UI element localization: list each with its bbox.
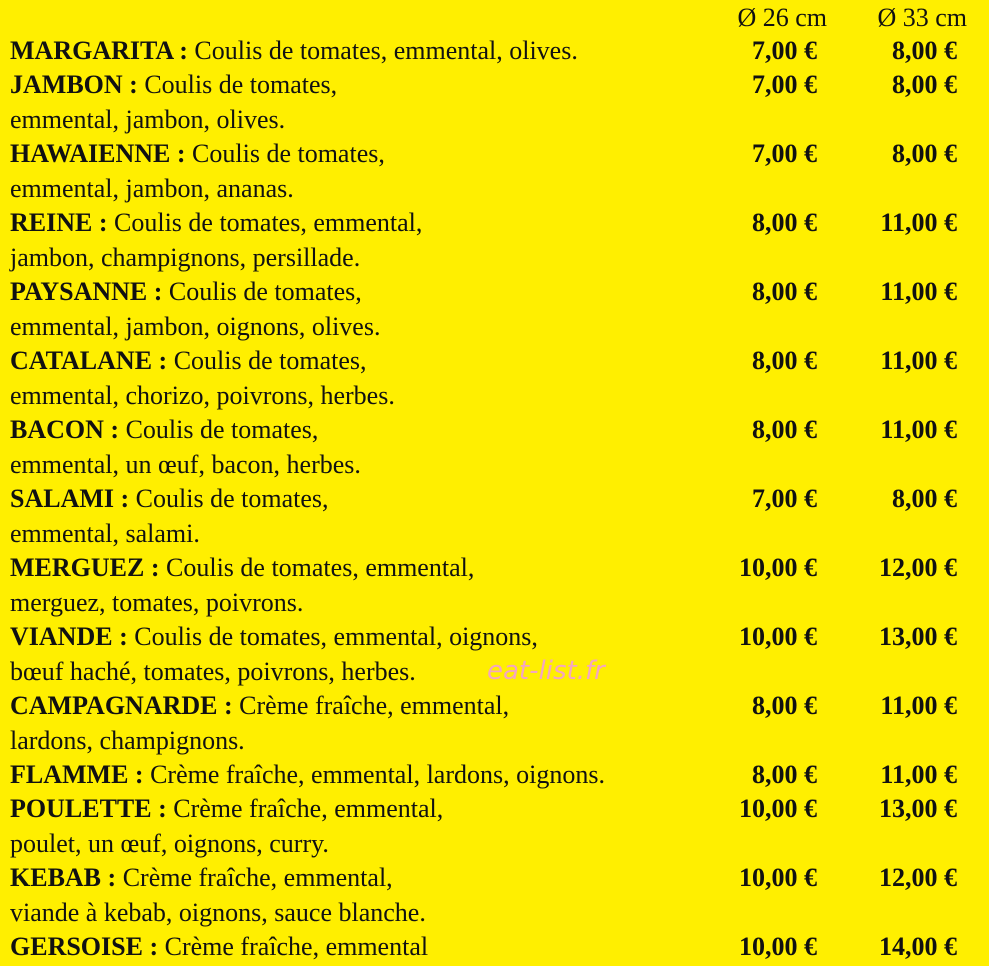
price-33cm: 11,00 €: [880, 415, 957, 444]
item-ingredients-line2: emmental, salami.: [10, 518, 200, 548]
item-ingredients-line2: jambon, champignons, persillade.: [10, 242, 361, 272]
item-ingredients-line2: emmental, un œuf, bacon, herbes.: [10, 449, 361, 479]
price-33cm: 12,00 €: [879, 553, 957, 582]
item-description: [10, 792, 710, 827]
price-26cm: 8,00 €: [752, 346, 817, 375]
item-description: [10, 206, 710, 241]
item-ingredients-line2: merguez, tomates, poivrons.: [10, 587, 304, 617]
item-description: [10, 861, 710, 896]
item-name: PAYSANNE :: [10, 277, 163, 306]
price-26cm: 8,00 €: [752, 415, 817, 444]
item-ingredients: Coulis de tomates,: [119, 415, 319, 444]
item-ingredients-line2: emmental, jambon, oignons, olives.: [10, 311, 381, 341]
menu-item-catalane: [10, 344, 989, 413]
item-name: MERGUEZ :: [10, 553, 160, 582]
menu-item-kebab: [10, 861, 989, 930]
item-ingredients: Crème fraîche, emmental, lardons, oignons.: [143, 760, 605, 789]
item-description: [10, 68, 710, 103]
item-ingredients-line2: bœuf haché, tomates, poivrons, herbes.: [10, 656, 416, 686]
menu-item-flamme: [10, 758, 989, 793]
price-33cm: 11,00 €: [880, 346, 957, 375]
item-name: BACON :: [10, 415, 120, 444]
item-ingredients: Crème fraîche, emmental,: [232, 691, 510, 720]
item-description: [10, 413, 710, 448]
item-description: [10, 551, 710, 586]
item-name: POULETTE :: [10, 794, 167, 823]
item-description: [10, 482, 710, 517]
item-ingredients: Coulis de tomates,: [137, 70, 338, 99]
price-33cm: 8,00 €: [892, 36, 957, 65]
item-ingredients-line2: poulet, un œuf, oignons, curry.: [10, 828, 329, 858]
menu-item-margarita: [10, 34, 989, 69]
price-26cm: 10,00 €: [739, 794, 817, 823]
price-26cm: 10,00 €: [739, 622, 817, 651]
item-name: HAWAIENNE :: [10, 139, 186, 168]
item-ingredients-line2: viande à kebab, oignons, sauce blanche.: [10, 897, 426, 927]
size-header: [0, 2, 989, 34]
item-description: [10, 689, 710, 724]
item-description: [10, 758, 710, 793]
menu-item-salami: [10, 482, 989, 551]
item-ingredients: Crème fraîche, emmental: [158, 932, 429, 961]
price-33cm: 11,00 €: [880, 277, 957, 306]
item-description: [10, 34, 710, 69]
item-name: CATALANE :: [10, 346, 168, 375]
price-26cm: 7,00 €: [752, 484, 817, 513]
item-name: KEBAB :: [10, 863, 117, 892]
item-name: REINE :: [10, 208, 108, 237]
price-26cm: 8,00 €: [752, 208, 817, 237]
menu-item-bacon: [10, 413, 989, 482]
price-33cm: 11,00 €: [880, 760, 957, 789]
price-26cm: 7,00 €: [752, 36, 817, 65]
price-33cm: 8,00 €: [892, 484, 957, 513]
item-description: [10, 620, 710, 655]
menu-item-jambon: [10, 68, 989, 137]
item-name: GERSOISE :: [10, 932, 159, 961]
price-26cm: 8,00 €: [752, 277, 817, 306]
menu-item-paysanne: [10, 275, 989, 344]
menu-item-hawaienne: [10, 137, 989, 206]
price-33cm: 8,00 €: [892, 139, 957, 168]
price-26cm: 8,00 €: [752, 760, 817, 789]
item-ingredients: Crème fraîche, emmental,: [116, 863, 393, 892]
watermark: eat-list.fr: [487, 656, 605, 686]
menu-item-poulette: [10, 792, 989, 861]
item-name: MARGARITA :: [10, 36, 188, 65]
item-ingredients-line2: lardons, champignons.: [10, 725, 245, 755]
item-description: [10, 137, 710, 172]
price-26cm: 7,00 €: [752, 139, 817, 168]
size-large-label: Ø 33 cm: [877, 3, 967, 32]
item-ingredients: Coulis de tomates,: [167, 346, 367, 375]
price-33cm: 11,00 €: [880, 691, 957, 720]
price-33cm: 13,00 €: [879, 622, 957, 651]
item-name: SALAMI :: [10, 484, 130, 513]
price-26cm: 10,00 €: [739, 553, 817, 582]
item-ingredients-line2: emmental, jambon, ananas.: [10, 173, 294, 203]
item-name: JAMBON :: [10, 70, 138, 99]
item-name: VIANDE :: [10, 622, 128, 651]
size-small-label: Ø 26 cm: [737, 3, 827, 32]
menu-item-merguez: [10, 551, 989, 620]
price-26cm: 7,00 €: [752, 70, 817, 99]
item-ingredients: Coulis de tomates,: [162, 277, 362, 306]
price-26cm: 10,00 €: [739, 863, 817, 892]
item-description: [10, 344, 710, 379]
item-ingredients: Coulis de tomates, emmental, oignons,: [127, 622, 538, 651]
price-26cm: 10,00 €: [739, 932, 817, 961]
price-33cm: 12,00 €: [879, 863, 957, 892]
price-33cm: 14,00 €: [879, 932, 957, 961]
menu-item-campagnarde: [10, 689, 989, 758]
item-ingredients: Coulis de tomates, emmental, olives.: [187, 36, 578, 65]
price-33cm: 8,00 €: [892, 70, 957, 99]
price-26cm: 8,00 €: [752, 691, 817, 720]
item-ingredients: Coulis de tomates, emmental,: [107, 208, 423, 237]
item-name: CAMPAGNARDE :: [10, 691, 233, 720]
menu-item-gersoise: [10, 930, 989, 965]
price-33cm: 13,00 €: [879, 794, 957, 823]
item-ingredients-line2: emmental, jambon, olives.: [10, 104, 286, 134]
item-description: [10, 930, 710, 965]
item-ingredients: Coulis de tomates,: [129, 484, 329, 513]
price-33cm: 11,00 €: [880, 208, 957, 237]
item-ingredients: Coulis de tomates,: [185, 139, 385, 168]
item-name: FLAMME :: [10, 760, 144, 789]
item-ingredients-line2: emmental, chorizo, poivrons, herbes.: [10, 380, 395, 410]
item-ingredients: Coulis de tomates, emmental,: [159, 553, 475, 582]
item-ingredients: Crème fraîche, emmental,: [166, 794, 444, 823]
item-description: [10, 275, 710, 310]
menu-item-reine: [10, 206, 989, 275]
